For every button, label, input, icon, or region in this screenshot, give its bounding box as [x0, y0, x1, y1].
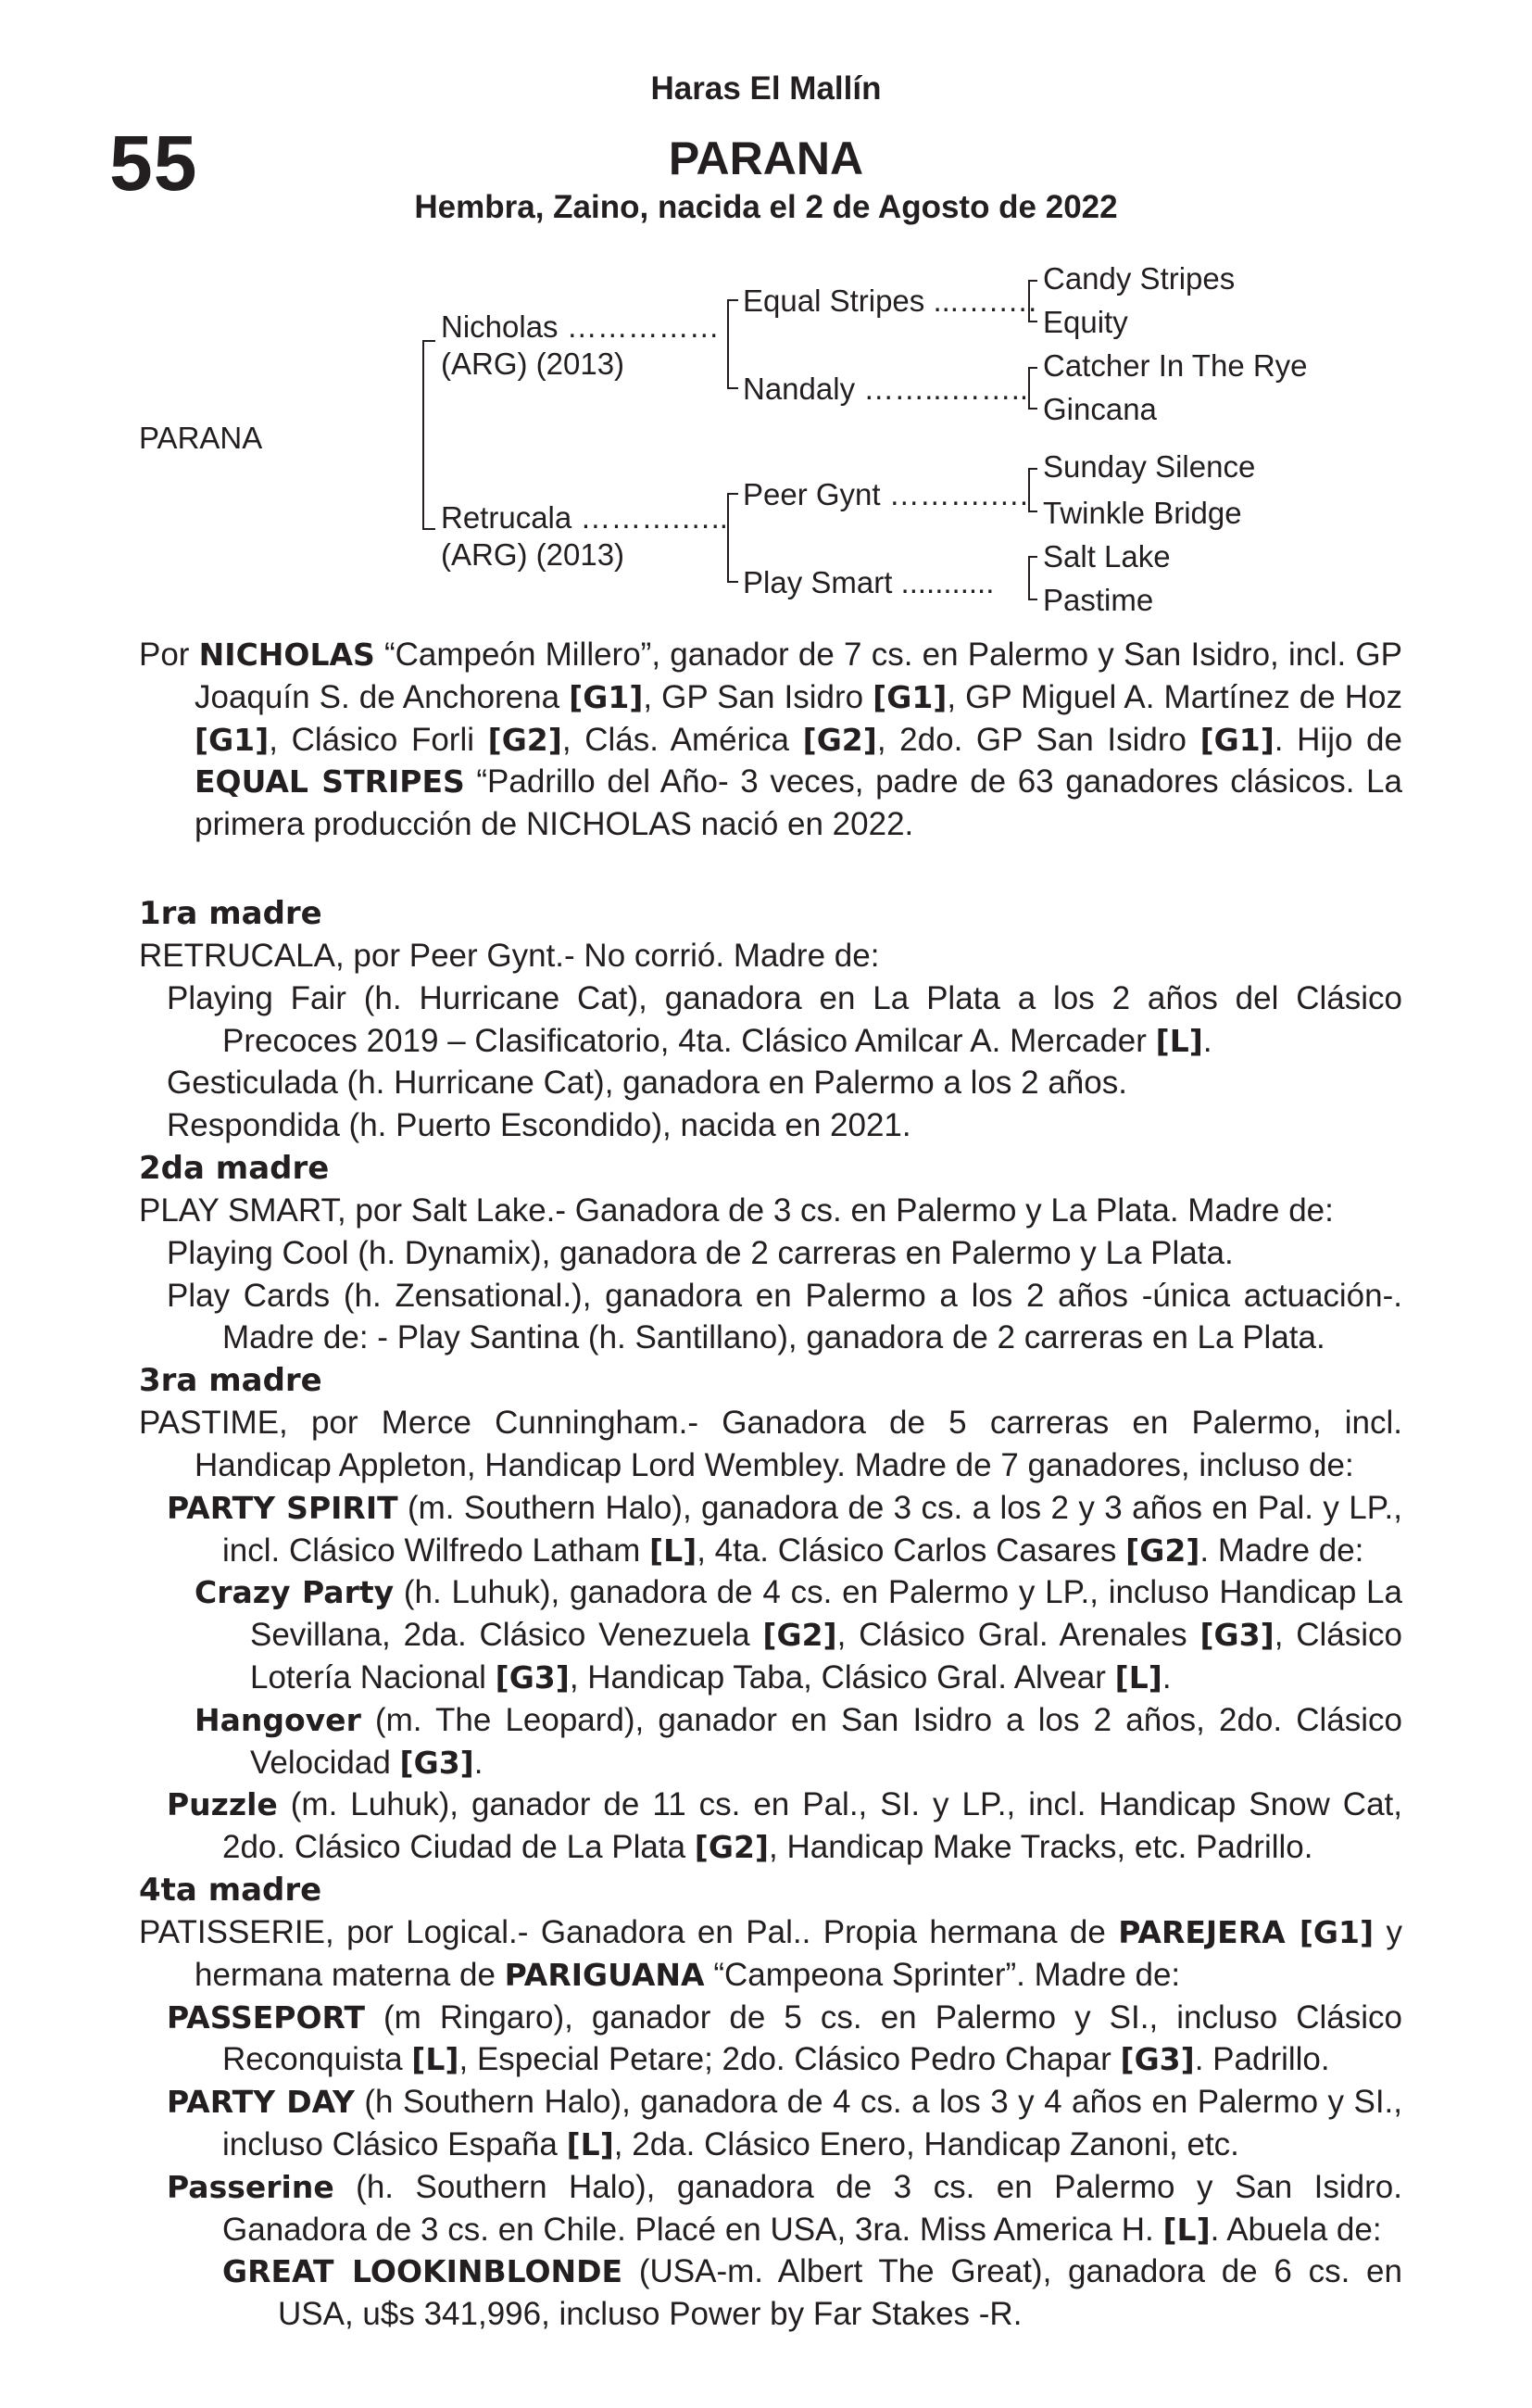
produce-entry: PARTY DAY (h Southern Halo), ganadora de 4 cs. a los 3 y 4 años en Palermo y SI., incluso Clásico España [L], 2da. Clásico Enero, Handicap Zanoni, etc.: [167, 2084, 1402, 2162]
bracket-line: [1028, 280, 1030, 321]
pedigree-dam-dam: Play Smart ...........: [743, 565, 995, 599]
bracket-line: [1028, 367, 1030, 408]
catalog-text: [139, 634, 1402, 2336]
pedigree-g3-3: Catcher In The Rye: [1043, 348, 1308, 383]
pedigree-g3-7: Salt Lake: [1043, 539, 1171, 574]
lot-number: 55: [109, 120, 198, 207]
second-dam-heading: 2da madre: [139, 1149, 330, 1187]
bracket-line: [1028, 468, 1037, 470]
produce-entry: PARTY SPIRIT (m. Southern Halo), ganadora de 3 cs. a los 2 y 3 años en Pal. y LP., incl. Clásico Wilfredo Latham [L], 4ta. Clásico Carlos Casares [G2]. Madre de:: [167, 1489, 1403, 1569]
horse-description: Hembra, Zaino, nacida el 2 de Agosto de 2022: [414, 189, 1118, 225]
pedigree-g3-5: Sunday Silence: [1043, 449, 1256, 484]
bracket-line: [422, 340, 435, 342]
produce-entry: Passerine (h. Southern Halo), ganadora de 3 cs. en Palermo y San Isidro. Ganadora de 3 cs. en Chile. Placé en USA, 3ra. Miss America H. [L]. Abuela de:: [167, 2168, 1402, 2248]
bracket-line: [1028, 599, 1037, 600]
pedigree-dam-sire: Peer Gynt ……….….: [743, 477, 1029, 511]
bracket-line: [1028, 468, 1030, 511]
pedigree-dam: Retrucala ……….…..: [441, 500, 728, 535]
bracket-line: [422, 528, 435, 530]
produce-entry: Gesticulada (h. Hurricane Cat), ganadora en Palermo a los 2 años.: [167, 1065, 1127, 1102]
bracket-line: [727, 581, 738, 583]
pedigree-subject: PARANA: [139, 421, 263, 455]
bracket-line: [727, 387, 738, 389]
pedigree-sire-origin: (ARG) (2013): [441, 347, 625, 381]
produce-entry: Playing Cool (h. Dynamix), ganadora de 2 carreras en Palermo y La Plata.: [167, 1234, 1234, 1271]
bracket-line: [727, 299, 729, 387]
breeder-name: Haras El Mallín: [650, 70, 882, 107]
bracket-line: [1028, 556, 1037, 558]
pedigree-g3-2: Equity: [1043, 305, 1128, 339]
bracket-line: [1028, 321, 1037, 322]
bracket-line: [727, 493, 729, 581]
produce-entry: Playing Fair (h. Hurricane Cat), ganadora en La Plata a los 2 años del Clásico Precoces 2019 – Clasificatorio, 4ta. Clásico Amilcar A. Mercader [L].: [167, 979, 1402, 1059]
produce-entry: Play Cards (h. Zensational.), ganadora en Palermo a los 2 años -única actuación-. Madre de: - Play Santina (h. Santillano), ganadora de 2 carreras en La Plata.: [167, 1277, 1402, 1356]
bracket-line: [727, 493, 738, 495]
bracket-line: [422, 340, 424, 528]
bracket-line: [1028, 280, 1037, 282]
produce-entry: PASSEPORT (m Ringaro), ganador de 5 cs. en Palermo y SI., incluso Clásico Reconquista [L], Especial Petare; 2do. Clásico Pedro Chapar [G3]. Padrillo.: [167, 1998, 1402, 2078]
produce-entry: Respondida (h. Puerto Escondido), nacida en 2021.: [167, 1107, 911, 1144]
pedigree-sire-dam: Nandaly ……...……..: [743, 372, 1029, 406]
fourth-dam-intro: PATISSERIE, por Logical.- Ganadora en Pal.. Propia hermana de PAREJERA [G1] y hermana materna de PARIGUANA “Campeona Sprinter”. Madre de:: [139, 1913, 1402, 1993]
fourth-dam-heading: 4ta madre: [139, 1871, 322, 1909]
bracket-line: [727, 299, 738, 301]
bracket-line: [1028, 367, 1037, 369]
produce-entry: Hangover (m. The Leopard), ganador en San Isidro a los 2 años, 2do. Clásico Velocidad [G3].: [195, 1701, 1402, 1781]
horse-name: PARANA: [668, 132, 864, 184]
produce-entry: Puzzle (m. Luhuk), ganador de 11 cs. en Pal., SI. y LP., incl. Handicap Snow Cat, 2do. Clásico Ciudad de La Plata [G2], Handicap Make Tracks, etc. Padrillo.: [167, 1786, 1402, 1866]
bracket-line: [1028, 408, 1037, 410]
bracket-line: [1028, 511, 1037, 512]
pedigree-g3-1: Candy Stripes: [1043, 261, 1236, 296]
produce-entry: Crazy Party (h. Luhuk), ganadora de 4 cs. en Palermo y LP., incluso Handicap La Sevillana, 2da. Clásico Venezuela [G2], Clásico Gral. Arenales [G3], Clásico Lotería Nacional [G3], Handicap Taba, Clásico Gral. Alvear [L].: [195, 1574, 1402, 1696]
pedigree-g3-8: Pastime: [1043, 583, 1154, 617]
second-dam-intro: PLAY SMART, por Salt Lake.- Ganadora de 3 cs. en Palermo y La Plata. Madre de:: [139, 1191, 1334, 1229]
first-dam-intro: RETRUCALA, por Peer Gynt.- No corrió. Madre de:: [139, 937, 880, 974]
pedigree-g3-4: Gincana: [1043, 392, 1157, 426]
pedigree-dam-origin: (ARG) (2013): [441, 537, 625, 572]
pedigree-sire: Nicholas ……………: [441, 309, 720, 344]
pedigree-sire-sire: Equal Stripes ...….….: [743, 284, 1037, 318]
first-dam-heading: 1ra madre: [139, 894, 322, 932]
pedigree-g3-6: Twinkle Bridge: [1043, 496, 1242, 530]
third-dam-intro: PASTIME, por Merce Cunningham.- Ganadora de 5 carreras en Palermo, incl. Handicap Appleton, Handicap Lord Wembley. Madre de 7 ganadores, incluso de:: [139, 1405, 1402, 1483]
bracket-line: [1028, 556, 1030, 599]
sire-paragraph: Por NICHOLAS “Campeón Millero”, ganador de 7 cs. en Palermo y San Isidro, incl. GP Joaquín S. de Anchorena [G1], GP San Isidro [G1], GP Miguel A. Martínez de Hoz [G1], Clásico Forli [G2], Clás. América [G2], 2do. GP San Isidro [G1]. Hijo de EQUAL STRIPES “Padrillo del Año- 3 veces, padre de 63 ganadores clásicos. La primera producción de NICHOLAS nació en 2022.: [139, 637, 1402, 843]
produce-entry: GREAT LOOKINBLONDE (USA-m. Albert The Great), ganadora de 6 cs. en USA, u$s 341,996, incluso Power by Far Stakes -R.: [222, 2253, 1402, 2333]
third-dam-heading: 3ra madre: [139, 1362, 322, 1400]
